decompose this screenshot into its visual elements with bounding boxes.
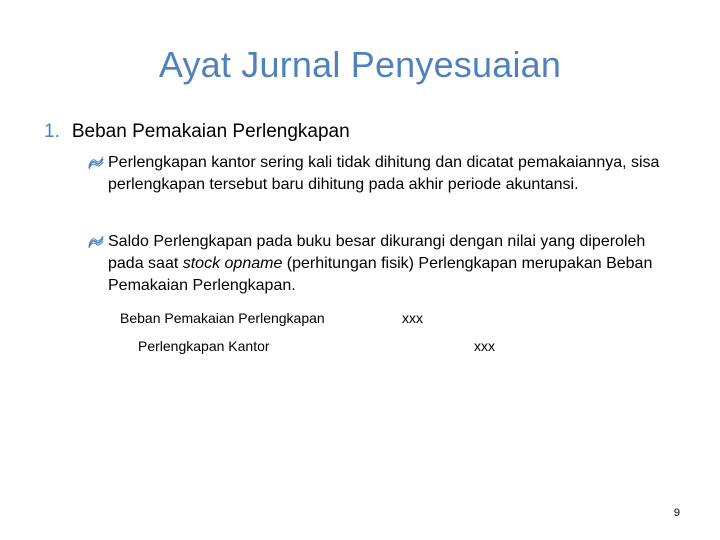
numbered-item <box>44 121 350 143</box>
bullet-text <box>108 231 668 297</box>
journal-credit-amount: xxx <box>474 338 495 354</box>
journal-debit-amount: xxx <box>402 310 423 326</box>
bullet-item <box>88 152 668 196</box>
journal-credit-account: Perlengkapan Kantor <box>138 338 270 354</box>
item-heading: Beban Pemakaian Perlengkapan <box>71 121 350 142</box>
bullet-text-part: (perhitungan fisik) Perlengkapan merupakan Beban Pemakaian Perlengkapan. <box>108 255 653 294</box>
journal-debit-account: Beban Pemakaian Perlengkapan <box>120 310 325 326</box>
bullet-text-italic: stock opname <box>182 255 283 272</box>
bullet-text: Perlengkapan kantor sering kali tidak dihitung dan dicatat pemakaiannya, sisa perlengkapan tersebut baru dihitung pada akhir periode akuntansi. <box>108 154 660 193</box>
bullet-item <box>88 231 668 297</box>
slide-title: Ayat Jurnal Penyesuaian <box>158 44 562 85</box>
page-number: 9 <box>673 507 680 519</box>
wave-bullet-icon <box>88 236 104 249</box>
wave-bullet-icon <box>88 157 104 170</box>
item-number: 1. <box>44 121 60 142</box>
bullet-text-part: Saldo Perlengkapan pada buku besar dikurangi dengan nilai yang diperoleh pada saat <box>108 233 646 272</box>
